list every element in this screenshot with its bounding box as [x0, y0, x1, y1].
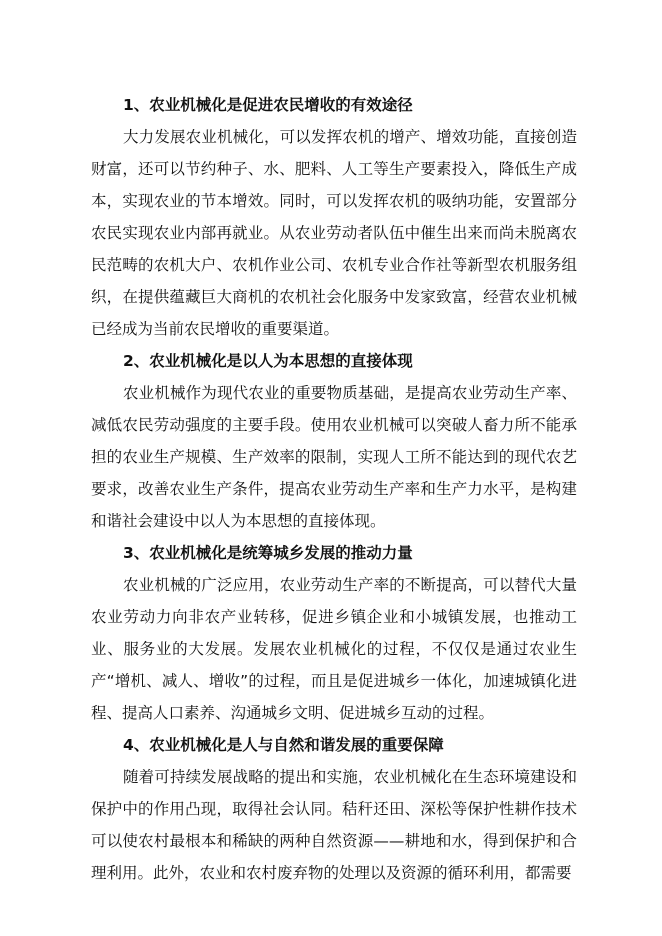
section-paragraph: 随着可持续发展战略的提出和实施，农业机械化在生态环境建设和保护中的作用凸现，取得社会认同。秸秆还田、深松等保护性耕作技术可以使农村最根本和稀缺的两种自然资源——耕地和水，得到保护和合理利用。此外，农业和农村废弃物的处理以及资源的循环利用，都需要: [91, 768, 577, 882]
section-paragraph: 农业机械的广泛应用，农业劳动生产率的不断提高，可以替代大量农业劳动力向非农产业转移，促进乡镇企业和小城镇发展，也推动工业、服务业的大发展。发展农业机械化的过程，不仅仅是通过农业生产“增机、减人、增收”的过程，而且是促进城乡一体化，加速城镇化进程、提高人口素养、沟通城乡文明、促进城乡互动的过程。: [91, 576, 577, 722]
section-heading: 2、农业机械化是以人为本思想的直接体现: [123, 352, 413, 370]
section-1: [91, 89, 577, 345]
section-4: [91, 729, 577, 889]
section-2: [91, 345, 577, 537]
document-content: [91, 89, 577, 889]
section-heading: 4、农业机械化是人与自然和谐发展的重要保障: [123, 736, 444, 754]
section-3: [91, 537, 577, 729]
section-heading: 3、农业机械化是统筹城乡发展的推动力量: [123, 544, 413, 562]
section-heading: 1、农业机械化是促进农民增收的有效途径: [123, 96, 413, 114]
section-paragraph: 农业机械作为现代农业的重要物质基础，是提高农业劳动生产率、减低农民劳动强度的主要手段。使用农业机械可以突破人畜力所不能承担的农业生产规模、生产效率的限制，实现人工所不能达到的现代农艺要求，改善农业生产条件，提高农业劳动生产率和生产力水平，是构建和谐社会建设中以人为本思想的直接体现。: [91, 384, 577, 530]
section-paragraph: 大力发展农业机械化，可以发挥农机的增产、增效功能，直接创造财富，还可以节约种子、水、肥料、人工等生产要素投入，降低生产成本，实现农业的节本增效。同时，可以发挥农机的吸纳功能，安置部分农民实现农业内部再就业。从农业劳动者队伍中催生出来而尚未脱离农民范畴的农机大户、农机作业公司、农机专业合作社等新型农机服务组织，在提供蕴藏巨大商机的农机社会化服务中发家致富，经营农业机械已经成为当前农民增收的重要渠道。: [91, 128, 577, 338]
